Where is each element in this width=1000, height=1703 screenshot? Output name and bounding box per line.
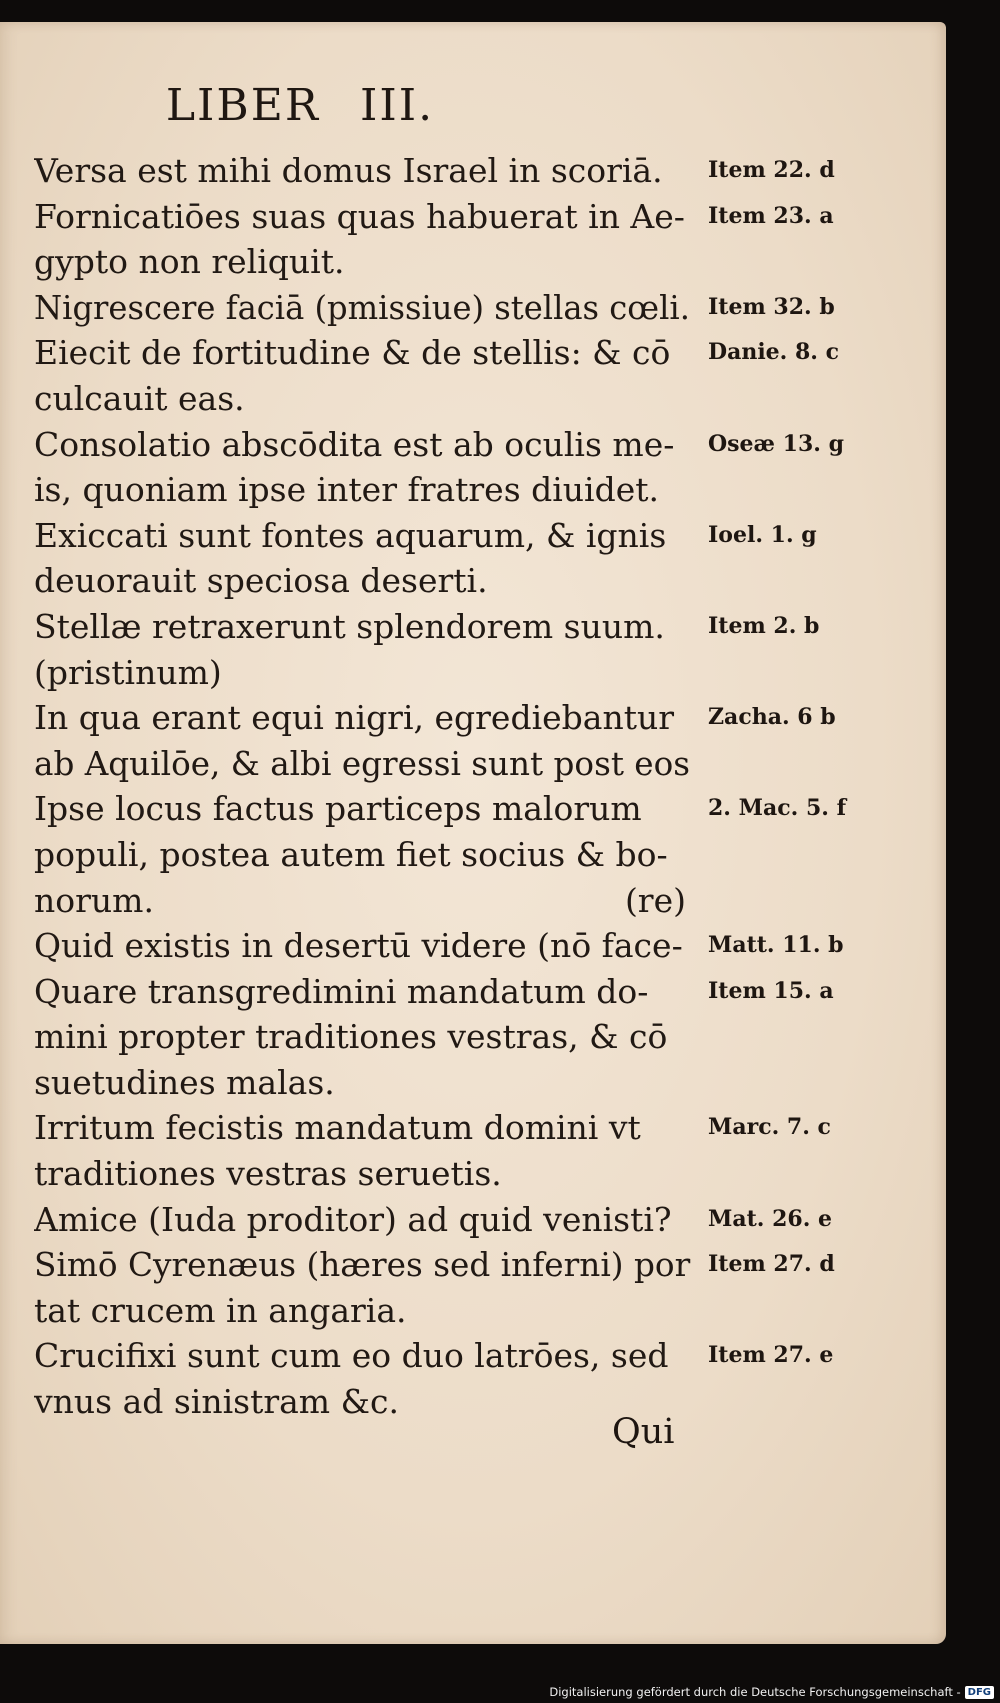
margin-note [708,239,908,285]
text-line-content: traditiones vestras seruetis. [34,1154,502,1194]
text-line [34,1197,694,1243]
text-line-content: gypto non reliquit. [34,242,345,282]
margin-note: Item 22. d [708,157,835,183]
text-line [34,604,694,650]
text-line [34,832,694,878]
text-line-content: In qua erant equi nigri, egrediebantur [34,698,675,738]
text-line [34,969,694,1015]
margin-note: 2. Mac. 5. f [708,795,847,822]
margin-note: Danie. 8. c [708,339,840,366]
text-line [34,741,694,787]
margin-note [708,741,908,787]
margin-note: Item 2. b [708,612,820,639]
text-line-content: Versa est mihi domus Israel in scoriā. [34,151,663,190]
text-line-suffix: (re) [624,880,686,920]
text-line-content: vnus ad sinistram &c. [34,1382,399,1422]
margin-note [708,1014,908,1060]
text-line [34,285,694,331]
margin-note [708,650,908,696]
text-line-content: Simō Cyrenæus (hæres sed inferni) por [34,1245,691,1285]
text-line-content: Irritum fecistis mandatum domini vt [34,1108,641,1148]
text-line-content: Quare transgredimini mandatum do- [34,971,649,1011]
book-page [0,22,946,1644]
text-line [34,422,694,468]
margin-note: Matt. 11. b [708,932,844,959]
text-line-content: Eiecit de fortitudine & de stellis: & cō [34,333,671,373]
margin-note [708,1379,908,1425]
margin-note [708,1060,908,1106]
text-line [34,1060,694,1106]
text-line [34,786,694,832]
margin-note: Zacha. 6 b [708,704,836,731]
text-line-content: populi, postea autem fiet socius & bo- [34,834,668,874]
text-line [34,1379,694,1425]
margin-note: Item 27. d [708,1251,835,1278]
text-line-content: Amice (Iuda proditor) ad quid venisti? [34,1199,672,1239]
running-head [0,80,600,131]
credit-text: Digitalisierung gefördert durch die Deutsche Forschungsgemeinschaft - [549,1685,961,1699]
text-line [34,1014,694,1060]
text-line-content: Exiccati sunt fontes aquarum, & ignis [34,515,667,555]
margin-note [708,1288,908,1334]
text-line [34,695,694,741]
text-line [34,148,694,194]
margin-notes [708,148,908,1425]
text-line-content: is, quoniam ipse inter fratres diuidet. [34,470,660,510]
margin-note [708,878,908,924]
margin-note [708,376,908,422]
text-line [34,239,694,285]
text-line-content: Ipse locus factus particeps malorum [34,789,642,829]
text-line-content: mini propter traditiones vestras, & cō [34,1017,668,1057]
margin-note: Oseæ 13. g [708,430,844,457]
body-text [34,148,694,1425]
margin-note: Item 23. a [708,202,834,229]
running-head-liber: LIBER [165,80,321,131]
text-line [34,513,694,559]
catchword: Qui [612,1412,675,1452]
text-line [34,1333,694,1379]
margin-note [708,467,908,513]
text-line [34,923,694,969]
text-line [34,376,694,422]
text-line-content: deuorauit speciosa deserti. [34,561,488,601]
text-line-content: Crucifixi sunt cum eo duo latrōes, sed [34,1336,669,1376]
margin-note: Mat. 26. e [708,1205,833,1232]
text-line-content: suetudines malas. [34,1062,335,1102]
margin-note: Ioel. 1. g [708,521,817,548]
text-line [34,878,694,924]
running-head-numeral: III. [360,80,435,131]
margin-note: Item 27. e [708,1342,834,1369]
text-line-content: tat crucem in angaria. [34,1290,407,1330]
text-line [34,467,694,513]
text-line [34,1288,694,1334]
text-line [34,1105,694,1151]
text-line [34,558,694,604]
text-line [34,194,694,240]
margin-note [708,1151,908,1197]
margin-note [708,832,908,878]
text-line-content: Consolatio abscōdita est ab oculis me- [34,424,675,464]
margin-note: Item 15. a [708,977,834,1004]
text-line-content: Stellæ retraxerunt splendorem suum. [34,606,665,646]
text-line-content: ab Aquilōe, & albi egressi sunt post eos [34,743,691,783]
dfg-logo: DFG [965,1686,994,1699]
text-line-content: Quid existis in desertū videre (nō face- [34,926,683,966]
text-line [34,330,694,376]
text-line-content: Fornicatiōes suas quas habuerat in Ae- [34,196,685,236]
text-line-content: culcauit eas. [34,378,245,418]
text-line [34,1151,694,1197]
margin-note: Item 32. b [708,293,835,320]
margin-note: Marc. 7. c [708,1114,831,1141]
margin-note [708,558,908,604]
text-line [34,1242,694,1288]
digitization-credit [549,1685,994,1699]
text-line-content: (pristinum) [34,652,222,692]
text-line-content: norum. [34,880,154,920]
text-line-content: Nigrescere faciā (pmissiue) stellas cœli. [34,287,690,327]
text-line [34,650,694,696]
